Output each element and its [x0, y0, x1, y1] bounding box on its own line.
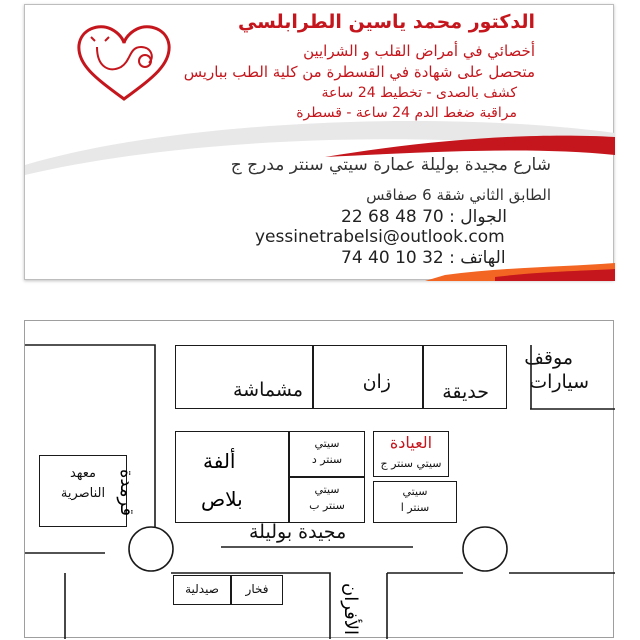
label-parking-1: موقف	[524, 347, 573, 369]
phone-label: الهاتف	[460, 248, 506, 268]
label-mashmasha: مشماشة	[232, 379, 303, 401]
label-alpha-2: بلاص	[201, 487, 243, 511]
label-alpha-1: ألفة	[203, 449, 236, 473]
doctor-name: الدكتور محمد ياسين الطرابلسي	[237, 11, 535, 33]
mobile-row: 22 68 48 70 : الجوال	[341, 207, 508, 227]
service-2: مراقبة ضغط الدم 24 ساعة - قسطرة	[296, 105, 517, 121]
label-street: مجيدة بوليلة	[249, 521, 347, 543]
phone-row: 74 40 10 32 : الهاتف	[341, 248, 506, 268]
label-zen: زان	[362, 371, 391, 393]
label-qarmada: قرمدة	[116, 469, 137, 517]
label-city-center-a-2: سنتر ا	[400, 501, 430, 514]
heart-stethoscope-icon	[69, 17, 179, 107]
label-institute-1: معهد	[69, 466, 97, 481]
label-garden: حديقة	[442, 381, 489, 403]
location-map	[24, 320, 614, 638]
label-city-center-b-2: سنتر ب	[309, 499, 345, 512]
label-institute-2: الناصرية	[60, 486, 106, 501]
label-pharmacy: صيدلية	[185, 582, 219, 596]
mobile-number[interactable]: 22 68 48 70	[341, 207, 444, 227]
service-1: كشف بالصدى - تخطيط 24 ساعة	[321, 85, 517, 101]
address-line-2: الطابق الثاني شقة 6 صفاقس	[366, 186, 551, 204]
address-line-1: شارع مجيدة بوليلة عمارة سيتي سنتر مدرج ج	[230, 155, 551, 175]
phone-number[interactable]: 74 40 10 32	[341, 248, 444, 268]
label-city-center-c: سيتي سنتر ج	[380, 457, 442, 470]
label-parking-2: سيارات	[529, 371, 589, 393]
label-afran: الأفران	[340, 583, 361, 636]
label-city-center-d-2: سنتر د	[311, 453, 343, 466]
label-city-center-b-1: سيتي	[314, 483, 340, 496]
label-city-center-a-1: سيتي	[402, 485, 428, 498]
business-card	[24, 4, 614, 280]
label-clinic: العيادة	[389, 433, 433, 452]
email-address[interactable]: yessinetrabelsi@outlook.com	[255, 227, 505, 247]
label-fakhar: فخار	[245, 582, 269, 596]
roundabouts	[25, 321, 615, 639]
degree: متحصل على شهادة في القسطرة من كلية الطب بباريس	[183, 63, 535, 81]
specialty: أخصائي في أمراض القلب و الشرايين	[303, 42, 535, 60]
mobile-label: الجوال	[460, 207, 508, 227]
label-city-center-d-1: سيتي	[314, 437, 340, 450]
